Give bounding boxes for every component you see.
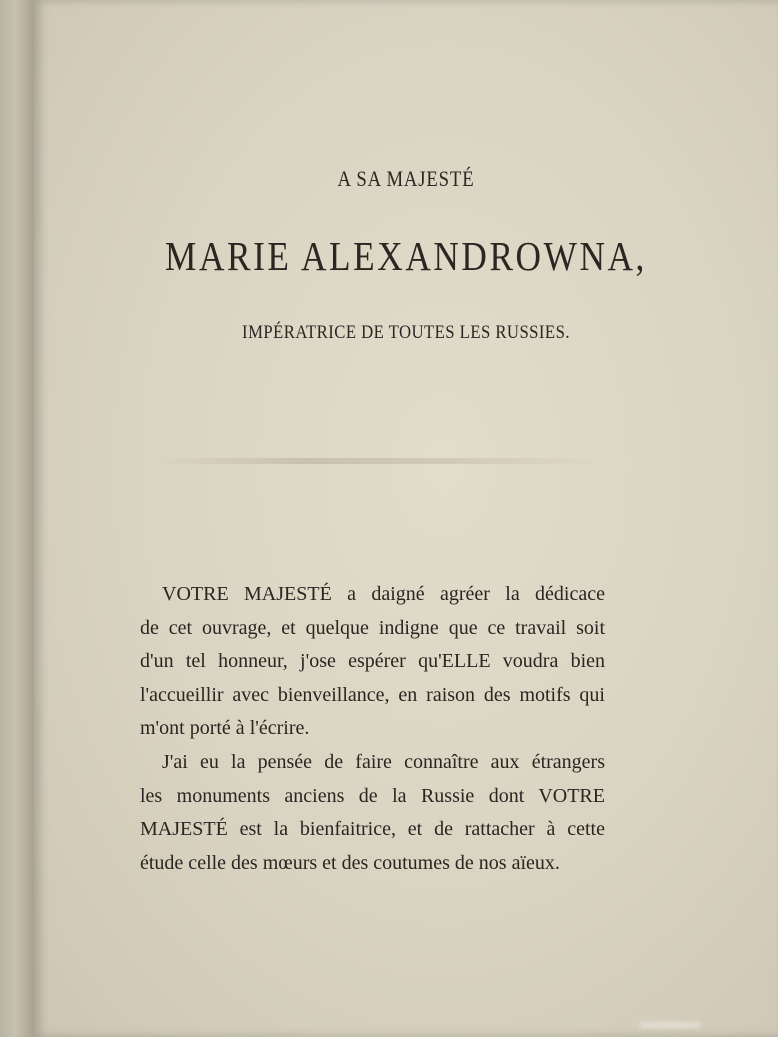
empress-title: IMPÉRATRICE DE TOUTES LES RUSSIES. [242,322,570,343]
letter-line: m'ont porté à l'écrire. [140,717,310,740]
letter-line: VOTRE MAJESTÉ a daigné agréer la dédicace [162,583,605,605]
dedication-line: A SA MAJESTÉ [337,166,475,191]
letter-line: J'ai eu la pensée de faire connaître aux étrangers [162,750,605,773]
book-page [34,0,778,1037]
letter-line: de cet ouvrage, et quelque indigne que ce travail soit [140,616,605,639]
dedication-letter [140,578,605,880]
letter-line: les monuments anciens de la Russie dont VOTRE [140,784,605,807]
letter-line: l'accueillir avec bienveillance, en raison des motifs qui [140,683,605,706]
letter-line: MAJESTÉ est la bienfaitrice, et de rattacher à cette [140,818,605,841]
letter-line: étude celle des mœurs et des coutumes de nos aïeux. [140,851,560,874]
empress-name: MARIE ALEXANDROWNA, [165,233,647,279]
letter-line: d'un tel honneur, j'ose espérer qu'ELLE voudra bien [140,650,605,673]
book-gutter [0,0,34,1037]
light-glare [640,1022,700,1028]
show-through-rule [155,458,605,464]
